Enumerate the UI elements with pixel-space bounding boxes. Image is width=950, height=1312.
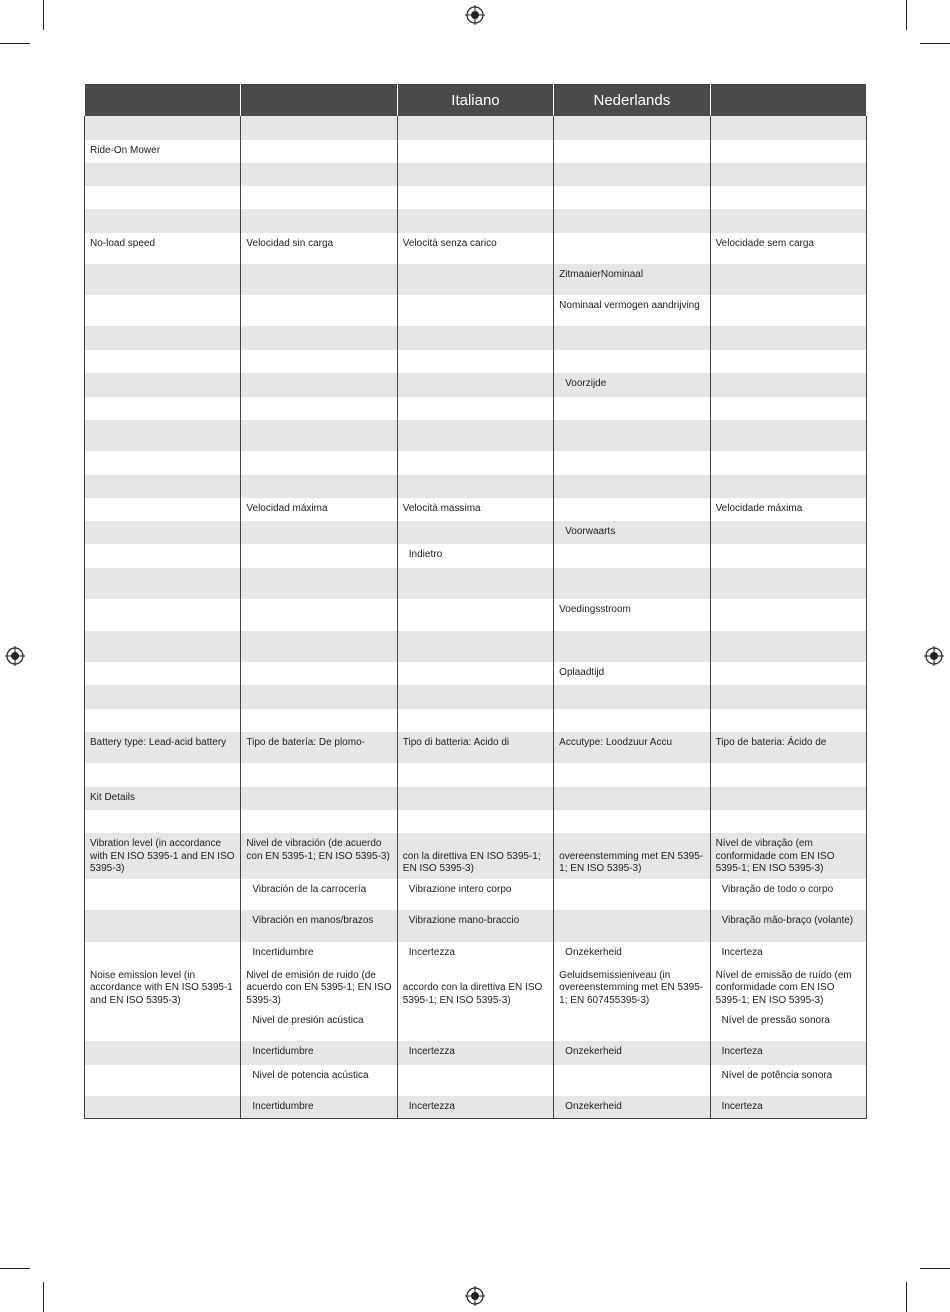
table-row	[85, 420, 867, 451]
table-cell: Tipo di batteria: Acido di	[397, 732, 553, 763]
table-cell: Vibração de todo o corpo	[710, 879, 866, 910]
table-cell	[397, 264, 553, 295]
table-row	[85, 373, 867, 397]
table-row	[85, 1065, 867, 1096]
table-cell	[710, 521, 866, 544]
table-row	[85, 965, 867, 1011]
table-cell	[710, 209, 866, 233]
table-cell: Ride-On Mower	[85, 140, 241, 163]
table-cell	[397, 810, 553, 833]
table-cell	[554, 186, 710, 209]
table-cell	[710, 326, 866, 350]
table-cell: Vibração mão-braço (volante)	[710, 910, 866, 942]
table-cell: ZitmaaierNominaal	[554, 264, 710, 295]
table-row	[85, 209, 867, 233]
table-cell: Nivel de emisión de ruido (de acuerdo con EN 5395-1; EN ISO 5395-3)	[241, 965, 397, 1011]
table-cell	[710, 264, 866, 295]
table-cell	[397, 350, 553, 373]
table-row	[85, 763, 867, 787]
table-cell	[85, 498, 241, 521]
table-cell: Velocità massima	[397, 498, 553, 521]
table-cell	[85, 1010, 241, 1041]
crop-mark-bottom-left-v	[43, 1282, 44, 1312]
table-row	[85, 186, 867, 209]
table-cell	[85, 373, 241, 397]
table-cell	[85, 631, 241, 662]
table-cell	[397, 326, 553, 350]
table-cell	[85, 163, 241, 186]
table-cell	[710, 810, 866, 833]
table-cell	[397, 787, 553, 810]
table-cell: Nivel de vibración (de acuerdo con EN 5395-1; EN ISO 5395-3)	[241, 833, 397, 879]
table-row	[85, 1096, 867, 1119]
table-row	[85, 498, 867, 521]
table-cell	[710, 420, 866, 451]
table-cell	[710, 451, 866, 475]
table-cell	[397, 420, 553, 451]
header-cell	[710, 85, 866, 117]
crop-mark-top-right-v	[906, 0, 907, 30]
table-cell: Nominaal vermogen aandrijving	[554, 295, 710, 326]
table-cell	[85, 685, 241, 709]
table-cell	[710, 599, 866, 631]
table-cell	[241, 163, 397, 186]
table-row	[85, 879, 867, 910]
table-cell: Vibrazione intero corpo	[397, 879, 553, 910]
table-cell	[554, 709, 710, 732]
table-cell	[554, 498, 710, 521]
table-cell	[241, 631, 397, 662]
table-cell: Incertidumbre	[241, 1096, 397, 1119]
table-cell	[241, 264, 397, 295]
table-cell: Velocidad máxima	[241, 498, 397, 521]
crop-mark-bottom-left-h	[0, 1268, 30, 1269]
table-row	[85, 163, 867, 186]
table-cell	[85, 350, 241, 373]
table-cell	[554, 763, 710, 787]
table-cell: Onzekerheid	[554, 942, 710, 965]
table-cell	[85, 1041, 241, 1065]
table-row	[85, 233, 867, 264]
language-header-row	[85, 85, 867, 117]
table-cell	[397, 1010, 553, 1041]
table-cell: Tipo de batería: De plomo-	[241, 732, 397, 763]
table-cell	[241, 787, 397, 810]
table-cell	[85, 599, 241, 631]
table-cell: Tipo de bateria: Ácido de	[710, 732, 866, 763]
table-cell: con la direttiva EN ISO 5395-1; EN ISO 5395-3)	[397, 833, 553, 879]
table-cell	[554, 350, 710, 373]
table-cell: Oplaadtijd	[554, 662, 710, 685]
table-cell	[241, 116, 397, 140]
table-cell	[397, 397, 553, 420]
table-cell	[554, 140, 710, 163]
table-cell	[85, 451, 241, 475]
table-cell	[85, 264, 241, 295]
table-cell: Indietro	[397, 544, 553, 568]
table-cell	[710, 140, 866, 163]
table-cell: Nivel de potencia acústica	[241, 1065, 397, 1096]
table-row	[85, 942, 867, 965]
table-cell	[241, 709, 397, 732]
table-row	[85, 475, 867, 498]
table-cell: No-load speed	[85, 233, 241, 264]
crop-mark-bottom-right-v	[906, 1282, 907, 1312]
crop-mark-top-left-v	[43, 0, 44, 30]
table-cell	[397, 599, 553, 631]
registration-mark-icon	[465, 1286, 485, 1306]
header-cell: Italiano	[397, 85, 553, 117]
table-cell	[241, 599, 397, 631]
table-cell	[397, 295, 553, 326]
table-cell: Velocità senza carico	[397, 233, 553, 264]
table-cell: Incerteza	[710, 942, 866, 965]
table-cell: Incertezza	[397, 1041, 553, 1065]
table-cell	[554, 879, 710, 910]
table-row	[85, 910, 867, 942]
table-cell	[554, 1010, 710, 1041]
table-row	[85, 1041, 867, 1065]
table-cell	[710, 685, 866, 709]
table-row	[85, 1010, 867, 1041]
table-cell	[554, 787, 710, 810]
table-row	[85, 787, 867, 810]
table-cell	[554, 568, 710, 599]
table-cell	[554, 810, 710, 833]
table-cell	[85, 521, 241, 544]
table-cell	[397, 186, 553, 209]
table-cell	[397, 709, 553, 732]
table-cell	[85, 475, 241, 498]
table-cell	[85, 420, 241, 451]
table-cell: Geluidsemissieniveau (in overeenstemming met EN 5395-1; EN 607455395-3)	[554, 965, 710, 1011]
crop-mark-top-right-h	[920, 43, 950, 44]
table-cell	[397, 631, 553, 662]
registration-mark-icon	[5, 646, 25, 666]
table-cell	[710, 373, 866, 397]
table-cell: accordo con la direttiva EN ISO 5395-1; EN ISO 5395-3)	[397, 965, 553, 1011]
table-row	[85, 810, 867, 833]
table-cell	[710, 662, 866, 685]
table-cell	[241, 475, 397, 498]
table-cell	[85, 1065, 241, 1096]
table-row	[85, 295, 867, 326]
table-cell	[554, 544, 710, 568]
table-cell	[397, 140, 553, 163]
table-cell: Battery type: Lead-acid battery	[85, 732, 241, 763]
table-cell	[554, 451, 710, 475]
table-cell	[710, 787, 866, 810]
table-cell	[241, 662, 397, 685]
table-cell	[554, 631, 710, 662]
table-cell: Vibrazione mano-braccio	[397, 910, 553, 942]
table-row	[85, 451, 867, 475]
table-row	[85, 326, 867, 350]
table-row	[85, 264, 867, 295]
table-cell	[397, 209, 553, 233]
table-row	[85, 599, 867, 631]
table-cell	[397, 1065, 553, 1096]
table-cell	[241, 326, 397, 350]
table-cell	[397, 451, 553, 475]
table-cell	[554, 163, 710, 186]
table-cell: Onzekerheid	[554, 1041, 710, 1065]
table-cell	[241, 544, 397, 568]
table-row	[85, 397, 867, 420]
specification-table	[84, 84, 867, 1119]
table-cell	[554, 326, 710, 350]
table-row	[85, 140, 867, 163]
table-cell	[85, 116, 241, 140]
crop-mark-bottom-right-h	[920, 1268, 950, 1269]
table-cell: Incertezza	[397, 1096, 553, 1119]
table-cell	[397, 163, 553, 186]
table-cell	[554, 397, 710, 420]
table-row	[85, 732, 867, 763]
table-cell: Noise emission level (in accordance with EN ISO 5395-1 and EN ISO 5395-3)	[85, 965, 241, 1011]
table-cell: Vibración en manos/brazos	[241, 910, 397, 942]
table-cell: Onzekerheid	[554, 1096, 710, 1119]
table-cell	[397, 475, 553, 498]
table-cell	[710, 295, 866, 326]
table-row	[85, 521, 867, 544]
table-cell	[241, 420, 397, 451]
specification-rows	[85, 116, 867, 1119]
header-cell	[85, 85, 241, 117]
table-cell	[554, 233, 710, 264]
table-cell: Voedingsstroom	[554, 599, 710, 631]
table-cell	[397, 685, 553, 709]
table-cell	[710, 763, 866, 787]
table-cell: Nível de pressão sonora	[710, 1010, 866, 1041]
table-cell	[710, 116, 866, 140]
table-cell	[241, 685, 397, 709]
table-cell: Accutype: Loodzuur Accu	[554, 732, 710, 763]
table-row	[85, 116, 867, 140]
table-cell	[241, 186, 397, 209]
table-cell	[397, 373, 553, 397]
table-cell	[85, 295, 241, 326]
table-cell: Nível de emissão de ruído (em conformidade com EN ISO 5395-1; EN ISO 5395-3)	[710, 965, 866, 1011]
table-cell: Velocidade sem carga	[710, 233, 866, 264]
table-cell: Incertidumbre	[241, 1041, 397, 1065]
table-cell: Voorzijde	[554, 373, 710, 397]
table-cell	[554, 420, 710, 451]
table-cell: Velocidad sin carga	[241, 233, 397, 264]
table-cell	[554, 910, 710, 942]
table-cell	[241, 295, 397, 326]
table-cell	[241, 763, 397, 787]
table-cell	[85, 326, 241, 350]
table-cell: overeenstemming met EN 5395-1; EN ISO 5395-3)	[554, 833, 710, 879]
table-cell	[85, 186, 241, 209]
table-cell	[241, 397, 397, 420]
table-cell	[397, 116, 553, 140]
table-cell: Incerteza	[710, 1041, 866, 1065]
table-cell	[397, 521, 553, 544]
table-cell: Incertezza	[397, 942, 553, 965]
table-row	[85, 544, 867, 568]
registration-mark-icon	[465, 5, 485, 25]
table-cell	[241, 568, 397, 599]
table-cell	[85, 709, 241, 732]
table-row	[85, 685, 867, 709]
table-row	[85, 568, 867, 599]
table-row	[85, 709, 867, 732]
table-cell: Velocidade máxima	[710, 498, 866, 521]
table-row	[85, 662, 867, 685]
table-cell	[85, 1096, 241, 1119]
table-cell: Incerteza	[710, 1096, 866, 1119]
table-cell	[85, 209, 241, 233]
table-cell	[397, 662, 553, 685]
table-cell	[554, 116, 710, 140]
table-cell: Voorwaarts	[554, 521, 710, 544]
table-cell: Nível de potência sonora	[710, 1065, 866, 1096]
table-row	[85, 350, 867, 373]
header-cell: Nederlands	[554, 85, 710, 117]
table-cell	[397, 763, 553, 787]
table-cell	[710, 709, 866, 732]
registration-mark-icon	[924, 646, 944, 666]
crop-mark-top-left-h	[0, 43, 30, 44]
table-cell	[85, 810, 241, 833]
table-cell	[710, 544, 866, 568]
table-cell	[85, 397, 241, 420]
table-cell	[710, 186, 866, 209]
table-cell	[85, 568, 241, 599]
table-cell	[710, 568, 866, 599]
table-cell	[85, 662, 241, 685]
table-cell: Vibration level (in accordance with EN ISO 5395-1 and EN ISO 5395-3)	[85, 833, 241, 879]
table-cell	[710, 350, 866, 373]
table-cell: Nivel de presión acústica	[241, 1010, 397, 1041]
table-cell: Incertidumbre	[241, 942, 397, 965]
table-cell	[241, 140, 397, 163]
table-cell: Nível de vibração (em conformidade com EN ISO 5395-1; EN ISO 5395-3)	[710, 833, 866, 879]
table-cell	[241, 521, 397, 544]
table-cell	[85, 910, 241, 942]
table-cell	[241, 451, 397, 475]
table-cell	[241, 350, 397, 373]
table-cell	[85, 544, 241, 568]
table-cell	[554, 1065, 710, 1096]
header-cell	[241, 85, 397, 117]
table-cell	[710, 397, 866, 420]
table-cell: Kit Details	[85, 787, 241, 810]
table-cell	[85, 763, 241, 787]
table-cell	[241, 373, 397, 397]
table-cell: Vibración de la carrocería	[241, 879, 397, 910]
table-cell	[241, 209, 397, 233]
table-cell	[710, 475, 866, 498]
table-cell	[554, 475, 710, 498]
table-cell	[85, 879, 241, 910]
table-row	[85, 833, 867, 879]
table-cell	[85, 942, 241, 965]
table-row	[85, 631, 867, 662]
table-cell	[710, 163, 866, 186]
table-cell	[241, 810, 397, 833]
table-cell	[710, 631, 866, 662]
table-cell	[397, 568, 553, 599]
table-cell	[554, 209, 710, 233]
table-cell	[554, 685, 710, 709]
